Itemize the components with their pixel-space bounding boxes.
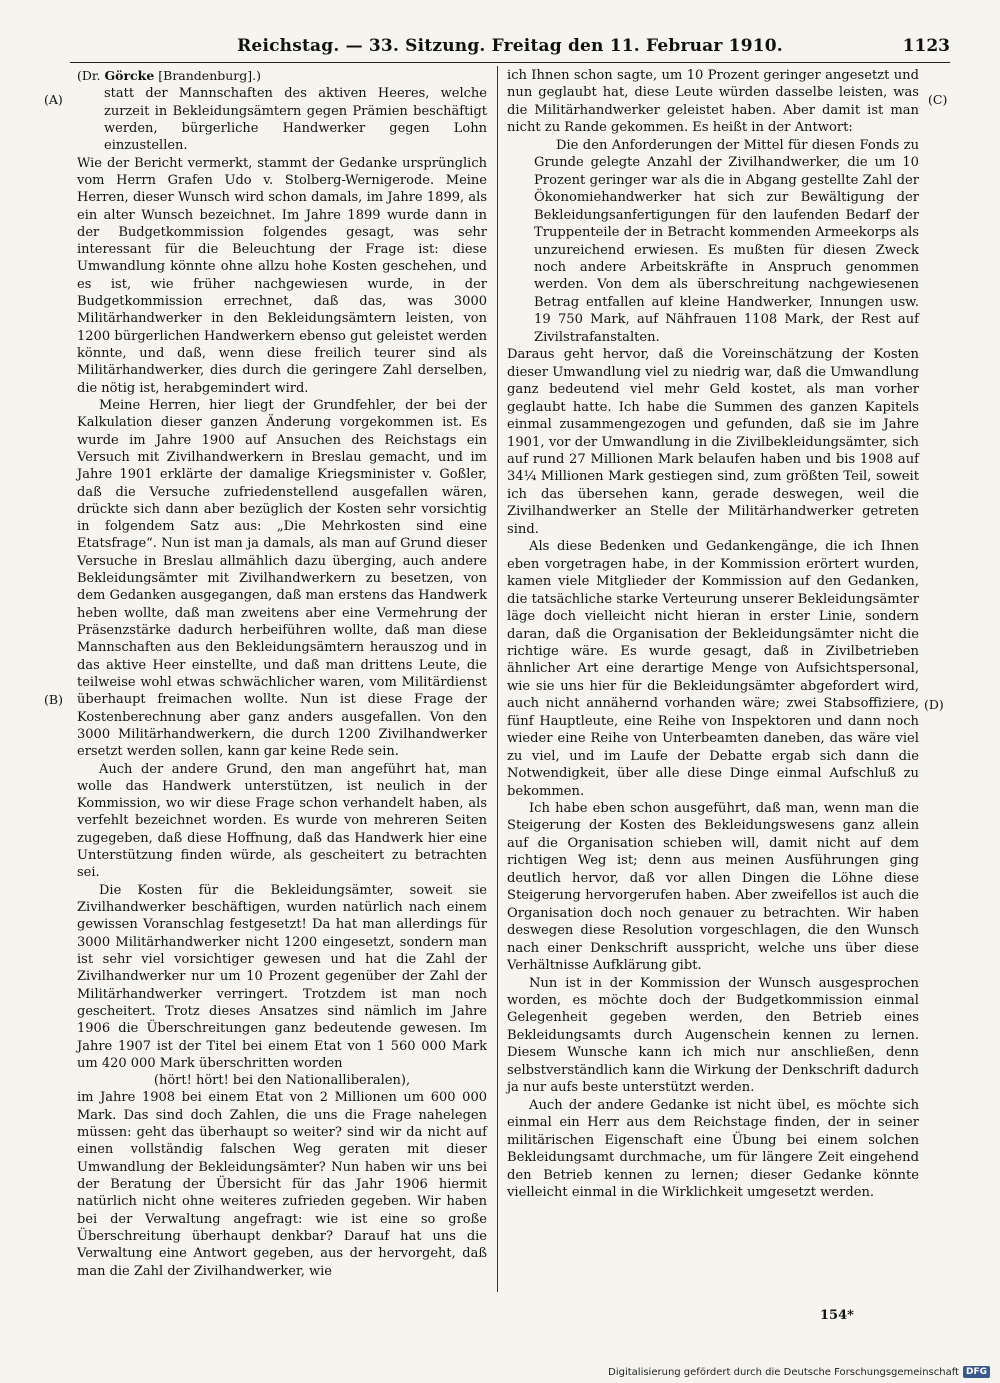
paragraph: im Jahre 1908 bei einem Etat von 2 Millionen um 600 000 Mark. Das sind doch Zahlen, die uns die Frage nahelegen müssen: geht das überhaupt so weiter? sind wir da nicht auf einen vollständig falschen Weg geraten mit dieser Umwandlung der Bekleidungsämter? Nun haben wir uns bei der Beratung der Übersicht für das Jahr 1906 hiermit natürlich nicht ohne weiteres zufrieden gegeben. Wir haben bei der Verwaltung angefragt: wie ist eine so große Überschreitung überhaupt denkbar? Darauf hat uns die Verwaltung eine Antwort gegeben, aus der hervorgeht, daß man die Zahl der Zivilhandwerker, wie — [77, 1090, 487, 1279]
paragraph: statt der Mannschaften des aktiven Heeres, welche zurzeit in Bekleidungsämtern gegen Prämien beschäftigt werden, bürgerliche Handwerker gegen Lohn einzustellen. — [104, 86, 487, 154]
speaker-line — [77, 67, 487, 84]
paragraph: Auch der andere Grund, den man angeführt hat, man wolle das Handwerk unterstützen, ist neulich in der Kommission, wo wir diese Frage schon verhandelt haben, als verfehlt bezeichnet worden. Es wurde von mehreren Seiten zugegeben, daß diese Hoffnung, daß das Handwerk hier eine Unterstützung finden würde, als gescheitert zu betrachten sei. — [77, 761, 487, 881]
running-title: Reichstag. — 33. Sitzung. Freitag den 11. Februar 1910. — [237, 36, 783, 56]
speaker-name: Görcke — [104, 68, 155, 83]
speaker-suffix: [Brandenburg].) — [154, 68, 262, 83]
margin-marker-b: (B) — [44, 692, 63, 707]
footer-text: Digitalisierung gefördert durch die Deutsche Forschungsgemeinschaft — [608, 1366, 959, 1378]
page-header — [70, 36, 950, 62]
paragraph: Nun ist in der Kommission der Wunsch ausgesprochen worden, es möchte doch der Budgetkommission einmal Gelegenheit gegeben werden, den Betrieb eines Bekleidungsamts durch Augenschein kennen zu lernen. Diesem Wunsche kann ich mich nur anschließen, denn selbstverständlich kann die Wirkung der Denkschrift dadurch ja nur aufs beste unterstützt werden. — [507, 975, 919, 1096]
paragraph: Meine Herren, hier liegt der Grundfehler, der bei der Kalkulation dieser ganzen Änderung vorgekommen ist. Es wurde im Jahre 1900 auf Ansuchen des Reichstags ein Versuch mit Zivilhandwerkern in Breslau gemacht, und im Jahre 1901 erklärte der damalige Kriegsminister v. Goßler, daß die Versuche zufriedenstellend ausgefallen wären, drückte sich dann aber bezüglich der Kosten sehr vorsichtig in folgendem Satz aus: „Die Mehrkosten sind eine Etatsfrage“. Nun ist man ja damals, als man auf Grund dieser Versuche in Breslau allmählich dazu überging, auch andere Bekleidungsämter mit Zivilhandwerkern zu besetzen, von dem Gedanken ausgegangen, daß man erstens das Handwerk heben wollte, daß man zweitens aber eine Vermehrung der Präsenzstärke dadurch herbeiführen wollte, daß man diese Mannschaften aus den Bekleidungsämtern herauszog und in das aktive Heer einstellte, und daß man drittens Leute, die teilweise wohl etwas schwächlicher waren, vom Militärdienst überhaupt freimachen wollte. Nun ist diese Frage der Kostenberechnung aber ganz anders ausgefallen. Von den 3000 Militärhandwerkern, die durch 1200 Zivilhandwerker ersetzt werden sollen, kann gar keine Rede sein. — [77, 397, 487, 760]
margin-marker-a: (A) — [44, 92, 63, 107]
paragraph: Daraus geht hervor, daß die Voreinschätzung der Kosten dieser Umwandlung viel zu niedrig war, daß die Umwandlung ganz bedeutend viel mehr Geld kostet, als man vorher geglaubt hatte. Ich habe die Summen des ganzen Kapitels einmal zusammengezogen und gefunden, daß sie im Jahre 1901, vor der Umwandlung in die Zivilbekleidungsämter, sich auf rund 27 Millionen Mark belaufen haben und bis 1908 auf 34¼ Millionen Mark gestiegen sind, zum größten Teil, soweit ich das übersehen kann, gerade deswegen, weil die Zivilhandwerker an Stelle der Militärhandwerker getreten sind. — [507, 347, 919, 537]
footer — [608, 1366, 990, 1378]
sheet-signature: 154* — [820, 1308, 854, 1323]
paragraph: Als diese Bedenken und Gedankengänge, die ich Ihnen eben vorgetragen habe, in der Kommission erörtert wurden, kamen viele Mitglieder der Kommission auf den Gedanken, die tatsächliche starke Verteurung unserer Bekleidungsämter läge doch vielleicht nicht hieran in erster Linie, sondern daran, daß die Organisation der Bekleidungsämter nicht die richtige wäre. Es wurde gesagt, daß in Zivilbetrieben ähnlicher Art eine derartige Menge von Aufsichtspersonal, wie sie uns hier für die Bekleidungsämter abgefordert wird, auch nicht annähernd vorhanden wäre; zwei Stabsoffiziere, fünf Hauptleute, eine Reihe von Inspektoren und dann noch wieder eine Reihe von Unterbeamten daneben, das wäre viel zu viel, und im Laufe der Debatte ergab sich dann die Notwendigkeit, über alle diese Dinge einmal Aufschluß zu bekommen. — [507, 539, 919, 799]
paragraph: Ich habe eben schon ausgeführt, daß man, wenn man die Steigerung der Kosten des Bekleidungswesens ganz allein auf die Organisation schieben will, damit nicht auf dem richtigen Weg ist; denn aus meinen Ausführungen ging deutlich hervor, daß vor allen Dingen die Löhne diese Steigerung hervorgerufen haben. Aber zweifellos ist auch die Organisation doch noch genauer zu betrachten. Wir haben deswegen diese Resolution vorgeschlagen, die den Wunsch nach einer Denkschrift ausspricht, welche uns über diese Verhältnisse Aufklärung gibt. — [507, 801, 919, 974]
paragraph: Auch der andere Gedanke ist nicht übel, es möchte sich einmal ein Herr aus dem Reichstage finden, der in seiner militärischen Eigenschaft eine Übung bei einem solchen Bekleidungsamt durchmache, um für längere Zeit eingehend den Betrieb kennen zu lernen; dieser Gedanke könnte vielleicht einmal in die Wirklichkeit umgesetzt werden. — [507, 1097, 919, 1200]
speaker-prefix: (Dr. — [77, 68, 105, 83]
margin-marker-d: (D) — [924, 697, 944, 712]
page-number: 1123 — [902, 36, 950, 56]
interjection: (hört! hört! bei den Nationalliberalen), — [153, 1073, 411, 1089]
dfg-logo-icon: DFG — [963, 1366, 990, 1378]
quoted-answer: Die den Anforderungen der Mittel für diesen Fonds zu Grunde gelegte Anzahl der Zivilhandwerker, die um 10 Prozent geringer war als die in Abgang gestellte Zahl der Ökonomiehandwerker hat sich zur Bewältigung der Bekleidungsanfertigungen für den laufenden Bedarf der Truppenteile der in Betracht kommenden Armeekorps als unzureichend erwiesen. Es mußten für diesen Zweck noch andere Arbeitskräfte in Anspruch genommen werden. Von dem als überschreitung nachgewiesenen Betrag entfallen auf kleine Handwerker, Innungen usw. 19 750 Mark, auf Nähfrauen 1108 Mark, der Rest auf Zivilstrafanstalten. — [534, 137, 919, 345]
paragraph: Die Kosten für die Bekleidungsämter, soweit sie Zivilhandwerker beschäftigen, wurden natürlich nach einem gewissen Voranschlag festgesetzt! Da hat man allerdings für 3000 Militärhandwerker nicht 1200 eingesetzt, sondern man ist sehr viel vorsichtiger gewesen und hat die Zahl der Zivilhandwerker nur um 10 Prozent gegenüber der Zahl der Militärhandwerker verringert. Trotzdem ist man noch gescheitert. Trotz dieses Ansatzes sind nämlich im Jahre 1906 die Überschreitungen ganz bedeutende gewesen. Im Jahre 1907 ist der Titel bei einem Etat von 1 560 000 Mark um 420 000 Mark überschritten worden — [77, 882, 487, 1071]
right-column — [507, 67, 919, 1201]
header-rule — [70, 62, 950, 63]
margin-marker-c: (C) — [928, 92, 948, 107]
paragraph: Wie der Bericht vermerkt, stammt der Gedanke ursprünglich vom Herrn Grafen Udo v. Stolberg-Wernigerode. Meine Herren, dieser Wunsch wird schon damals, im Jahre 1899, als ein alter Wunsch bezeichnet. Im Jahre 1899 wurde dann in der Budgetkommission folgendes gesagt, was sehr interessant für die Beleuchtung der Frage ist: diese Umwandlung könnte ohne allzu hohe Kosten geschehen, und es ist, wie früher nachgewiesen wurde, in der Budgetkommission errechnet, daß das, was 3000 Militärhandwerker in den Bekleidungsämtern leisten, von 1200 bürgerlichen Handwerkern ebenso gut geleistet werden könnte, und daß, wenn diese freilich teurer sind als Militärhandwerker, dies durch die geringere Zahl derselben, die nötig ist, herabgemindert wird. — [77, 155, 487, 396]
left-column — [77, 67, 487, 1280]
column-divider — [497, 66, 498, 1292]
paragraph: ich Ihnen schon sagte, um 10 Prozent geringer angesetzt und nun geglaubt hat, diese Leute würden dasselbe leisten, was die Militärhandwerker geleistet haben. Aber damit ist man nicht zu Rande gekommen. Es heißt in der Antwort: — [507, 68, 919, 136]
